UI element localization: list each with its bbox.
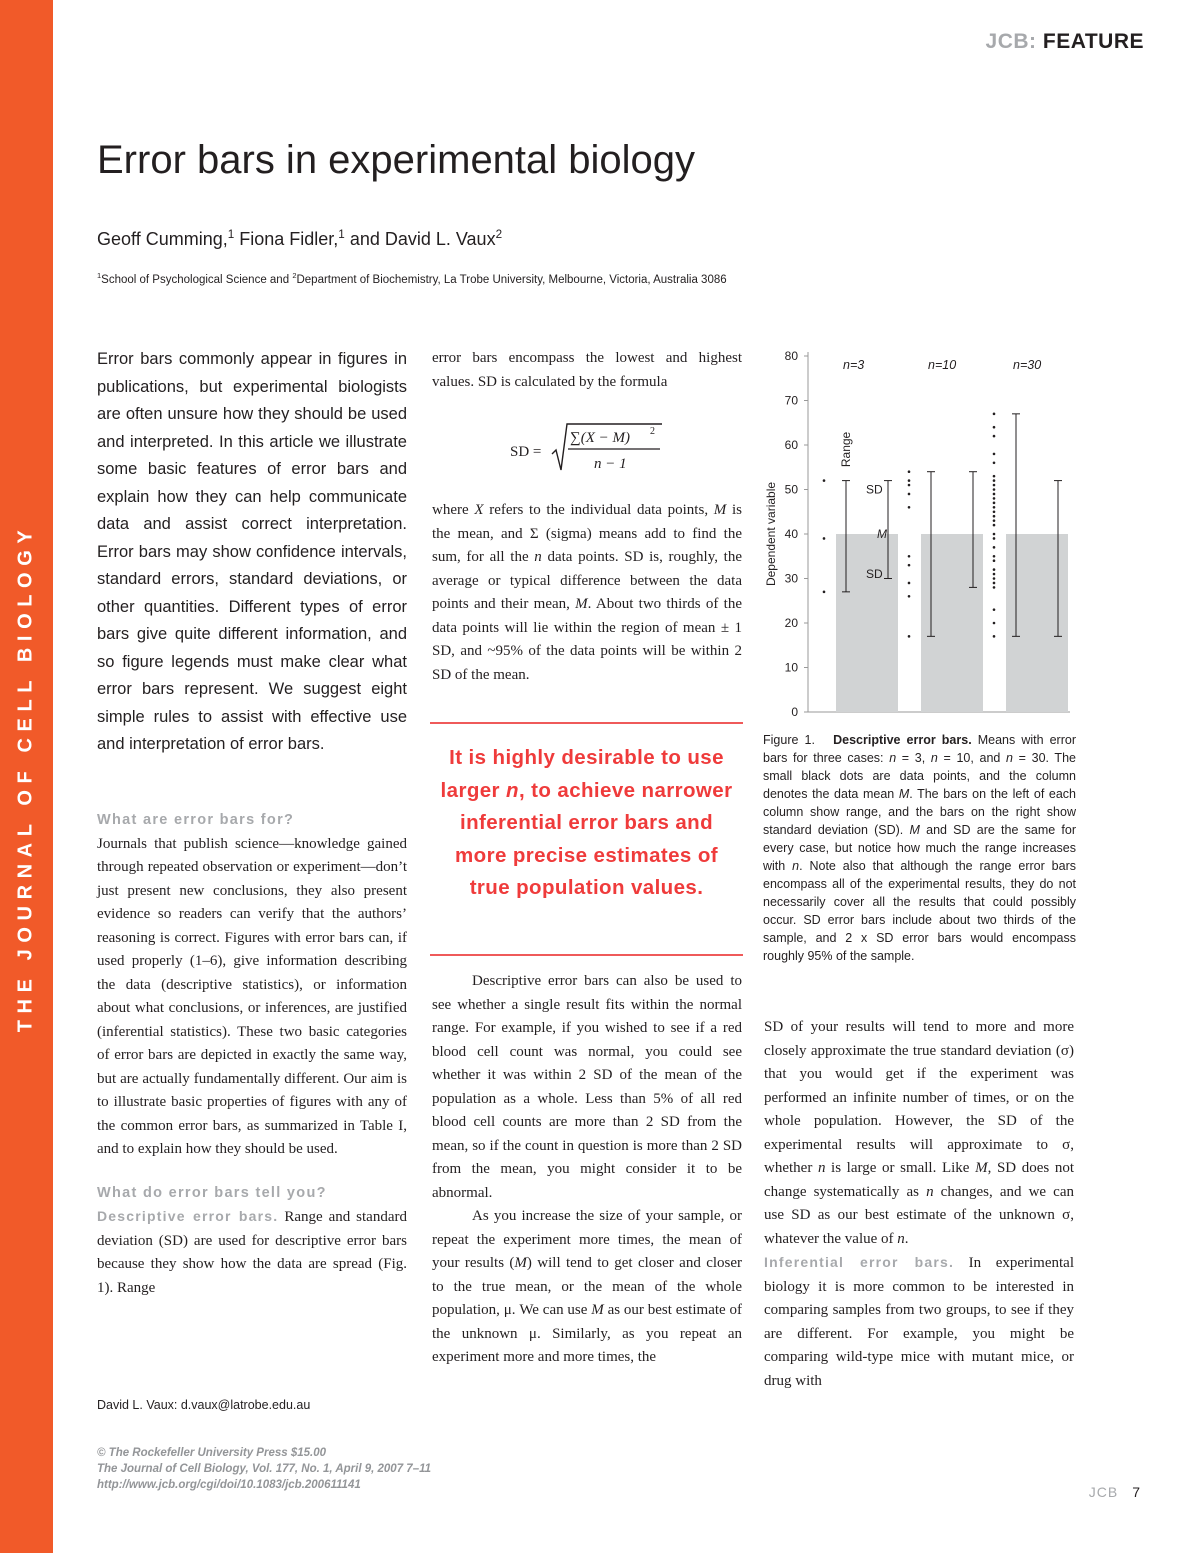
data-point-2-11 <box>993 537 996 540</box>
affil-2: Department of Biochemistry, La Trobe University, Melbourne, Victoria, Australia 3086 <box>296 274 727 286</box>
pull-p1: It is highly desirable to use larger <box>440 746 724 802</box>
col3-sd-paragraph <box>764 1016 1074 1251</box>
caption-t1: Means with error bars for three cases: <box>763 733 1077 765</box>
col2-where-paragraph <box>432 499 742 687</box>
data-point-2-19 <box>993 497 996 500</box>
page-number <box>1089 1484 1140 1500</box>
figure-1-caption <box>763 731 1076 965</box>
data-point-1-6 <box>908 493 911 496</box>
descriptive-heading: Descriptive error bars. <box>97 1208 279 1224</box>
column-2-where <box>432 499 742 687</box>
where-m2: M <box>575 596 588 612</box>
c3-m: M <box>975 1160 988 1176</box>
caption-t5: . The bars on the left of each column show range, and the bars on the right show standard deviation (SD). <box>763 787 1076 837</box>
article-title: Error bars in experimental biology <box>97 138 696 182</box>
caption-t6: and SD are the same for every case, but notice how much the range increases with <box>763 823 1076 873</box>
data-point-2-27 <box>993 435 996 438</box>
c3-t2: is large or small. Like <box>825 1160 976 1176</box>
annotation-sd-lower: SD <box>866 567 883 582</box>
caption-title: Descriptive error bars. <box>833 733 972 747</box>
data-point-0-2 <box>823 479 826 482</box>
data-point-2-7 <box>993 568 996 571</box>
author-2: Fiona Fidler, <box>234 229 339 249</box>
bar-0 <box>836 534 898 712</box>
data-point-2-5 <box>993 577 996 580</box>
data-point-2-25 <box>993 462 996 465</box>
data-point-1-0 <box>908 635 911 638</box>
column-2-top <box>432 347 742 394</box>
affil-1-mark: 1 <box>97 271 102 281</box>
col2-intro: error bars encompass the lowest and highest values. SD is calculated by the formula <box>432 350 742 390</box>
data-point-2-8 <box>993 559 996 562</box>
footer-citation: The Journal of Cell Biology, Vol. 177, No. 1, April 9, 2007 7–11 <box>97 1463 432 1475</box>
column-2-body <box>432 970 742 1370</box>
affiliations <box>97 271 727 286</box>
caption-m: M <box>898 787 910 801</box>
column-1-body <box>97 809 407 1300</box>
journal-sidebar <box>0 0 53 1553</box>
data-point-2-4 <box>993 582 996 585</box>
p4-m: M <box>514 1255 527 1271</box>
caption-n4: n <box>792 859 800 873</box>
caption-t3: = 10, and <box>937 751 1007 765</box>
pull-quote <box>430 722 743 956</box>
inferential-paragraph <box>764 1251 1074 1393</box>
data-point-1-1 <box>908 595 911 598</box>
pull-p2: , to achieve narrower inferential error bars and more precise estimates of true population values. <box>455 778 733 899</box>
data-point-2-24 <box>993 475 996 478</box>
data-point-2-0 <box>993 635 996 638</box>
page-footer <box>97 1445 431 1493</box>
author-2-affil: 1 <box>338 228 345 241</box>
affil-1: School of Psychological Science and <box>101 274 293 286</box>
author-1-affil: 1 <box>227 228 235 241</box>
y-tick-label-40: 40 <box>784 527 798 541</box>
footer-copyright: © The Rockefeller University Press $15.00 <box>97 1447 327 1459</box>
data-point-2-12 <box>993 533 996 536</box>
data-point-1-8 <box>908 479 911 482</box>
y-tick-label-0: 0 <box>791 705 798 719</box>
data-point-2-28 <box>993 426 996 429</box>
formula-denominator: n − 1 <box>594 456 627 472</box>
annotation-sd-upper: SD <box>866 482 883 497</box>
data-point-1-2 <box>908 582 911 585</box>
c3-t3: , SD does not change systematically as <box>764 1160 1075 1200</box>
caption-n1: n <box>889 751 897 765</box>
figure-1 <box>760 340 1080 735</box>
c3-n2: n <box>926 1183 934 1200</box>
where-t4: data points. SD is, roughly, the average or typical difference between the data points and their mean, <box>432 549 742 612</box>
data-point-2-6 <box>993 573 996 576</box>
data-point-2-10 <box>993 546 996 549</box>
caption-n3: n <box>1006 751 1013 765</box>
author-3-affil: 2 <box>495 228 503 241</box>
caption-label: Figure 1. <box>763 733 815 747</box>
data-point-2-17 <box>993 506 996 509</box>
caption-m2: M <box>909 823 920 837</box>
p4-t2: ) will tend to get closer and closer to the true mean, or the mean of the whole population, μ. We can use <box>432 1255 743 1318</box>
annotation-range: Range <box>839 431 853 468</box>
pull-quote-text <box>436 742 737 905</box>
c3-t5: . <box>904 1230 909 1247</box>
where-n: n <box>534 549 542 565</box>
pull-n: n <box>506 778 519 802</box>
formula-graphic <box>510 420 670 480</box>
data-point-2-29 <box>993 413 996 416</box>
formula-power: 2 <box>650 426 655 437</box>
inferential-text: In experimental biology it is more common to be interested in comparing samples from two groups, to see if they are different. For example, you might be comparing wild-type mice with mutant mice, or drug with <box>764 1255 1074 1389</box>
where-t1: where <box>432 502 475 518</box>
y-axis-label: Dependent variable <box>764 481 778 587</box>
sd-formula <box>510 420 670 480</box>
abstract <box>97 346 407 759</box>
formula-lhs: SD = <box>510 444 542 460</box>
data-point-2-22 <box>993 484 996 487</box>
data-point-2-13 <box>993 524 996 527</box>
abstract-text: Error bars commonly appear in figures in publications, but experimental biologists are often unsure how they should be used and interpreted. In this article we illustrate some basic features of error bars and explain how they can help communicate data and assist correct interpretation. Error bars may show confidence intervals, standard errors, standard deviations, or other quantities. Different types of error bars give quite different information, and so figure legends must make clear what error bars represent. We suggest eight simple rules to assist with effective use and interpretation of error bars. <box>97 350 407 753</box>
header-section: FEATURE <box>1042 30 1144 53</box>
c3-n: n <box>817 1160 826 1176</box>
affil-2-mark: 2 <box>292 271 297 281</box>
c3-t1: SD of your results will tend to more and more closely approximate the true standard deviation (σ) that you would get if the experiment was performed an infinite number of times, or on the whole population. However, the SD of the experimental results will approximate to σ, whether <box>764 1019 1074 1176</box>
group-label-2: n=30 <box>1013 358 1042 372</box>
page-number-value: 7 <box>1132 1484 1140 1500</box>
page-label: JCB <box>1088 1484 1119 1500</box>
data-point-2-20 <box>993 493 996 496</box>
p4-t3: as our best estimate of the unknown μ. Similarly, as you repeat an experiment more and more times, the <box>432 1302 742 1365</box>
author-1: Geoff Cumming, <box>97 229 228 249</box>
bar-2 <box>1006 534 1068 712</box>
col2-normal-range-paragraph: Descriptive error bars can also be used to see whether a single result fits within the normal range. For example, if you wished to see if a red blood cell count was normal, you could see whether it was within 2 SD of the mean of the population as a whole. Less than 5% of all red blood cell counts are more than 2 SD from the mean, so if the count in question is more than 2 SD from the mean, you might consider it to be abnormal. <box>432 973 742 1201</box>
data-point-2-21 <box>993 488 996 491</box>
data-point-1-5 <box>908 506 911 509</box>
data-point-2-9 <box>993 555 996 558</box>
y-tick-label-30: 30 <box>784 571 798 586</box>
figure-1-chart <box>760 340 1080 735</box>
section-heading-tell: What do error bars tell you? <box>97 1184 327 1201</box>
p4-t1: As you increase the size of your sample, or repeat the experiment more times, the mean of your results ( <box>432 1208 742 1271</box>
y-tick-label-60: 60 <box>784 438 798 452</box>
data-point-2-1 <box>993 622 996 625</box>
formula-numerator: ∑(X − M) <box>570 430 630 446</box>
data-point-2-14 <box>993 519 996 522</box>
section-1-paragraph: Journals that publish science—knowledge gained through repeated observation or experiment—don’t just present new conclusions, they also present evidence so readers can verify that the authors’ reasoning is correct. Figures with error bars can, if used properly (1–6), give information describing the data (descriptive statistics), or information about what conclusions, or inferences, are justified (inferential statistics). These two basic categories of error bars are depicted in exactly the same way, but are actually fundamentally different. Our aim is to illustrate basic properties of figures with any of the common error bars, as summarized in Table I, and to explain how they should be used. <box>97 835 407 1157</box>
section-header <box>986 30 1144 54</box>
data-point-2-18 <box>993 502 996 505</box>
inferential-heading: Inferential error bars. <box>764 1254 955 1270</box>
where-t5: . About two thirds of the data points will lie within the region of mean ± 1 SD, and ~95% of the data points will be within 2 SD of the mean. <box>432 596 742 683</box>
where-t3: is the mean, and Σ (sigma) means add to find the sum, for all the <box>432 502 742 565</box>
caption-t4: = 30. The small black dots are data points, and the column denotes the data mean <box>763 751 1076 801</box>
y-tick-label-80: 80 <box>784 349 798 363</box>
data-point-0-0 <box>823 591 826 594</box>
annotation-mean: M <box>877 527 887 541</box>
group-label-1: n=10 <box>928 358 957 372</box>
data-point-2-2 <box>993 608 996 611</box>
group-label-0: n=3 <box>843 358 865 372</box>
where-m: M <box>713 502 727 518</box>
c3-t4: changes, and we can use SD as our best estimate of the unknown σ, whatever the value of <box>764 1183 1074 1247</box>
data-point-2-26 <box>993 453 996 456</box>
col2-sample-size-paragraph <box>432 1205 742 1370</box>
data-point-2-16 <box>993 510 996 513</box>
y-tick-label-10: 10 <box>784 660 798 675</box>
caption-t7: . Note also that although the range error bars encompass all of the experimental results, they do not necessarily cover all the results that could possibly occur. SD error bars include about two thirds of the sample, and 2 x SD error bars would encompass roughly 95% of the sample. <box>763 859 1076 963</box>
data-point-1-9 <box>908 470 911 473</box>
header-jcb: JCB: <box>985 30 1037 53</box>
where-t2: refers to the individual data points, <box>483 502 714 518</box>
journal-name-vertical: THE JOURNAL OF CELL BIOLOGY <box>14 523 37 1033</box>
y-tick-label-50: 50 <box>784 482 798 497</box>
section-heading-purpose: What are error bars for? <box>97 812 295 828</box>
data-point-1-7 <box>908 484 911 487</box>
correspondence-email: David L. Vaux: d.vaux@latrobe.edu.au <box>97 1398 311 1412</box>
data-point-1-3 <box>908 564 911 567</box>
caption-t2: = 3, <box>896 751 931 765</box>
data-point-2-15 <box>993 515 996 518</box>
column-3-body <box>764 1016 1074 1393</box>
author-3: and David L. Vaux <box>344 229 496 249</box>
descriptive-paragraph <box>97 1205 407 1300</box>
data-point-0-1 <box>823 537 826 540</box>
author-list <box>97 229 502 250</box>
where-x: X <box>474 502 484 518</box>
descriptive-text: Range and standard deviation (SD) are used for descriptive error bars because they show how the data are spread (Fig. 1). Range <box>97 1209 407 1296</box>
y-tick-label-20: 20 <box>784 616 798 630</box>
footer-doi-link[interactable]: http://www.jcb.org/cgi/doi/10.1083/jcb.200611141 <box>97 1479 361 1491</box>
data-point-2-3 <box>993 586 996 589</box>
data-point-2-23 <box>993 479 996 482</box>
p4-m2: M <box>591 1302 604 1318</box>
data-point-1-4 <box>908 555 911 558</box>
y-tick-label-70: 70 <box>784 393 798 408</box>
bar-1 <box>921 534 983 712</box>
c3-n3: n <box>897 1230 905 1247</box>
caption-n2: n <box>930 751 938 765</box>
